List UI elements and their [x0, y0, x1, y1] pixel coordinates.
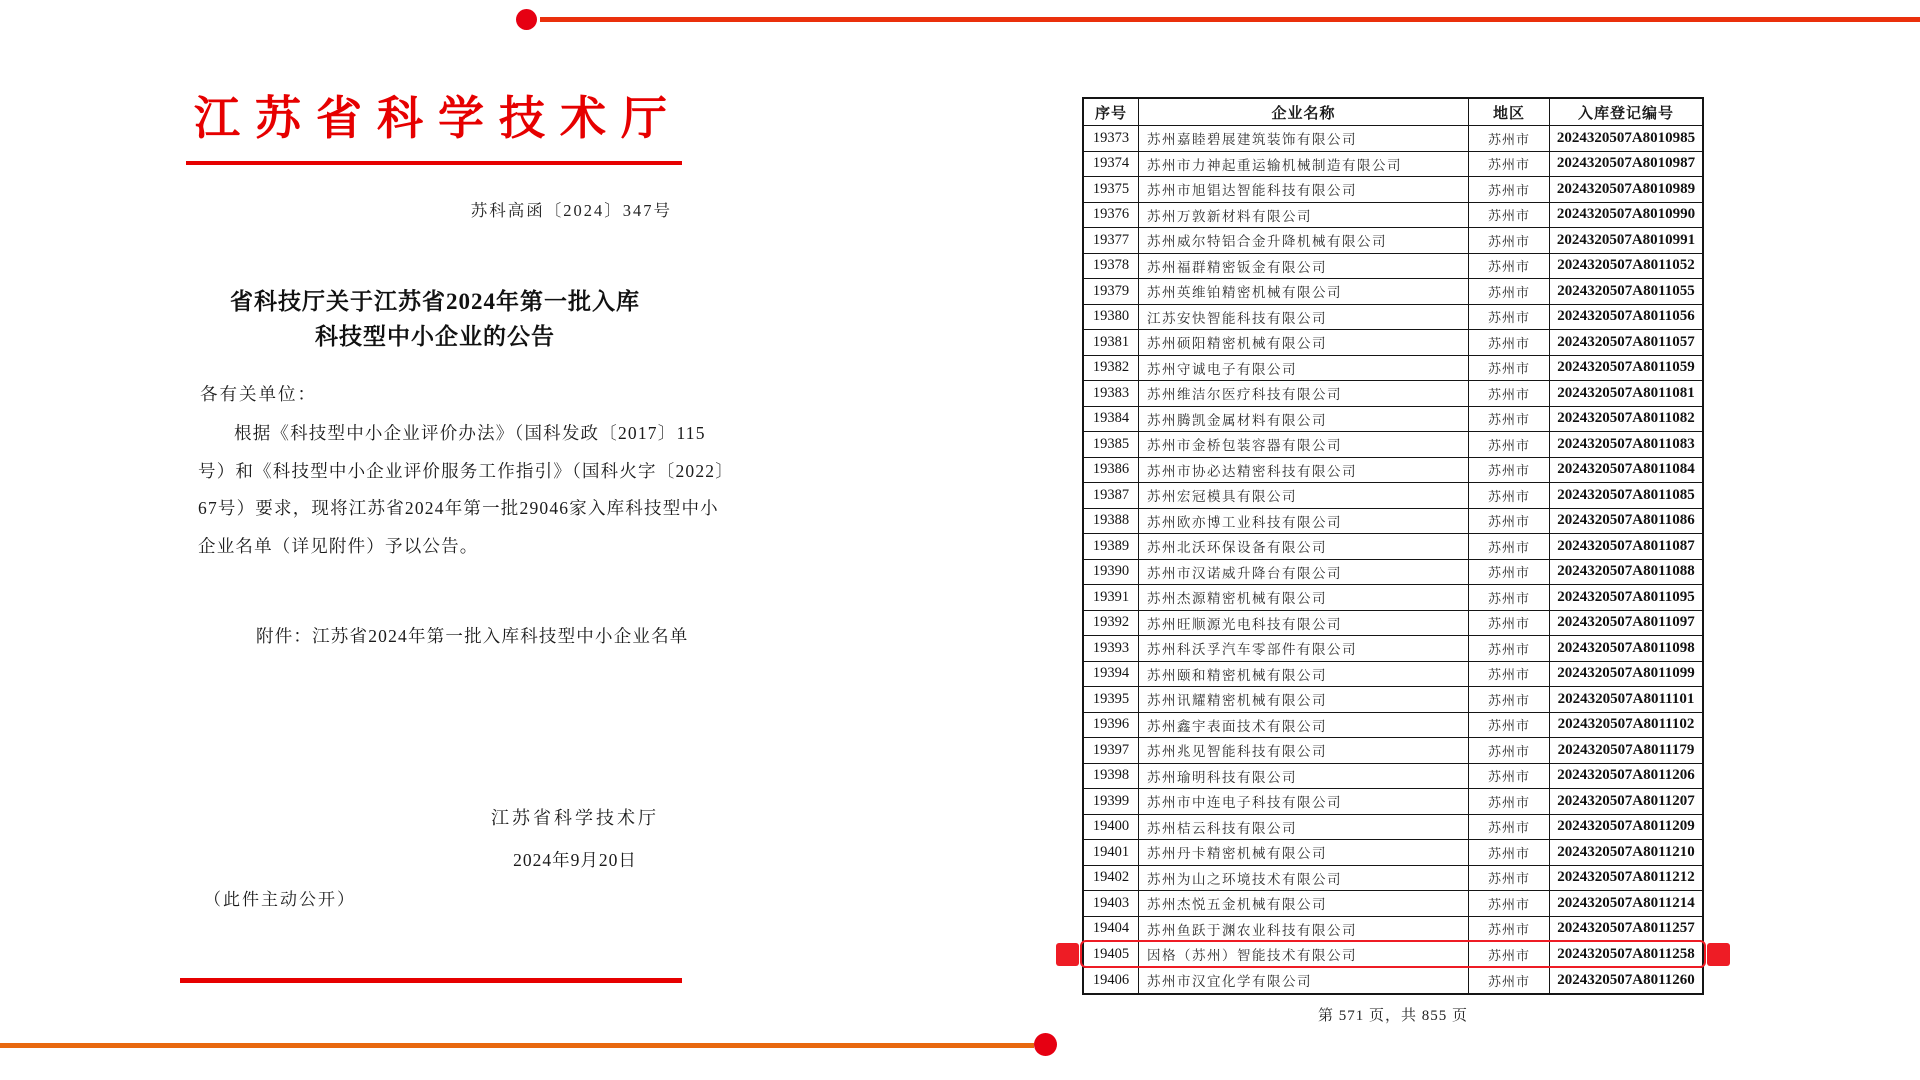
table-row [1084, 891, 1702, 917]
cell-reg-no: 2024320507A8011056 [1557, 308, 1695, 325]
cell-region: 苏州市 [1469, 585, 1550, 610]
cell-reg-no: 2024320507A8010991 [1556, 231, 1696, 248]
cell-reg-no: 2024320507A8010987 [1556, 155, 1696, 172]
highlight-mark-left [1056, 943, 1079, 966]
cell-region: 苏州市 [1469, 254, 1550, 279]
cell-company-name: 苏州市协必达精密科技有限公司 [1139, 458, 1469, 483]
table-row [1084, 968, 1702, 994]
cell-reg-no: 2024320507A8011207 [1557, 792, 1695, 809]
cell-seq: 19402 [1084, 866, 1139, 891]
cell-region: 苏州市 [1469, 407, 1550, 432]
cell-region: 苏州市 [1469, 713, 1550, 738]
salutation: 各有关单位： [200, 384, 317, 404]
cell-seq: 19385 [1084, 432, 1139, 457]
table-row [1084, 152, 1702, 178]
cell-reg-no: 2024320507A8011206 [1557, 767, 1695, 784]
cell-region: 苏州市 [1469, 687, 1550, 712]
cell-seq: 19390 [1084, 560, 1139, 585]
cell-company-name: 苏州市汉诺威升降台有限公司 [1139, 560, 1469, 585]
company-table-rows [1084, 126, 1702, 993]
table-row [1084, 330, 1702, 356]
cell-seq: 19388 [1084, 509, 1139, 534]
cell-seq: 19384 [1084, 407, 1139, 432]
cell-region: 苏州市 [1469, 305, 1550, 330]
cell-reg-no: 2024320507A8011210 [1557, 843, 1695, 860]
cell-region: 苏州市 [1469, 126, 1550, 151]
cell-seq: 19382 [1084, 356, 1139, 381]
cell-region: 苏州市 [1469, 611, 1550, 636]
table-row [1084, 764, 1702, 790]
cell-reg-no: 2024320507A8011052 [1557, 257, 1695, 274]
cell-company-name: 苏州市汉宜化学有限公司 [1139, 968, 1469, 994]
cell-reg-no: 2024320507A8011059 [1557, 359, 1695, 376]
cell-company-name: 苏州硕阳精密机械有限公司 [1139, 330, 1469, 355]
body-line: 号）和《科技型中小企业评价服务工作指引》（国科火字〔2022〕 [198, 460, 734, 481]
table-row [1084, 432, 1702, 458]
cell-seq: 19393 [1084, 636, 1139, 661]
table-row [1084, 254, 1702, 280]
cell-reg-no: 2024320507A8011084 [1557, 461, 1695, 478]
disclosure-note: （此件主动公开） [204, 890, 356, 909]
header-company-name: 企业名称 [1139, 99, 1469, 125]
cell-reg-no: 2024320507A8011087 [1557, 537, 1695, 554]
cell-reg-no: 2024320507A8011214 [1557, 894, 1695, 911]
cell-company-name: 苏州鑫宇表面技术有限公司 [1139, 713, 1469, 738]
cell-region: 苏州市 [1469, 662, 1550, 687]
cell-region: 苏州市 [1469, 177, 1550, 202]
bottom-divider-line [0, 1043, 1034, 1048]
cell-seq: 19387 [1084, 483, 1139, 508]
cell-region: 苏州市 [1469, 866, 1550, 891]
cell-company-name: 苏州颐和精密机械有限公司 [1139, 662, 1469, 687]
header-seq: 序号 [1084, 99, 1139, 125]
cell-region: 苏州市 [1469, 356, 1550, 381]
cell-reg-no: 2024320507A8011257 [1557, 920, 1695, 937]
table-row [1084, 866, 1702, 892]
highlight-mark-right [1707, 943, 1730, 966]
cell-reg-no: 2024320507A8010985 [1556, 129, 1696, 146]
cell-company-name: 江苏安快智能科技有限公司 [1139, 305, 1469, 330]
cell-seq: 19373 [1084, 126, 1139, 151]
cell-company-name: 苏州桔云科技有限公司 [1139, 815, 1469, 840]
cell-reg-no: 2024320507A8011099 [1557, 665, 1695, 682]
cell-company-name: 苏州嘉睦碧展建筑装饰有限公司 [1139, 126, 1469, 151]
cell-seq: 19399 [1084, 789, 1139, 814]
cell-seq: 19383 [1084, 381, 1139, 406]
cell-company-name: 苏州欧亦博工业科技有限公司 [1139, 509, 1469, 534]
cell-company-name: 苏州北沃环保设备有限公司 [1139, 534, 1469, 559]
cell-company-name: 苏州市力神起重运输机械制造有限公司 [1139, 152, 1469, 177]
company-table-header [1084, 99, 1702, 126]
cell-company-name: 苏州兆见智能科技有限公司 [1139, 738, 1469, 763]
table-row [1084, 483, 1702, 509]
header-reg-no: 入库登记编号 [1577, 105, 1674, 122]
cell-region: 苏州市 [1469, 432, 1550, 457]
table-row [1084, 585, 1702, 611]
cell-seq: 19378 [1084, 254, 1139, 279]
cell-reg-no: 2024320507A8011055 [1557, 282, 1695, 299]
table-row [1084, 407, 1702, 433]
letterhead-red-rule [186, 161, 682, 165]
cell-seq: 19381 [1084, 330, 1139, 355]
signature-date: 2024年9月20日 [513, 850, 637, 870]
cell-company-name: 苏州丹卡精密机械有限公司 [1139, 840, 1469, 865]
cell-region: 苏州市 [1469, 279, 1550, 304]
cell-company-name: 苏州福群精密钣金有限公司 [1139, 254, 1469, 279]
body-line: 企业名单（详见附件）予以公告。 [198, 535, 479, 556]
cell-region: 苏州市 [1469, 636, 1550, 661]
table-row [1084, 126, 1702, 152]
cell-reg-no: 2024320507A8011098 [1557, 639, 1695, 656]
table-row [1084, 203, 1702, 229]
cell-region: 苏州市 [1469, 738, 1550, 763]
table-row [1084, 458, 1702, 484]
table-row [1084, 560, 1702, 586]
table-row [1084, 917, 1702, 943]
cell-seq: 19394 [1084, 662, 1139, 687]
cell-region: 苏州市 [1469, 203, 1550, 228]
cell-reg-no: 2024320507A8011088 [1557, 563, 1695, 580]
cell-company-name: 苏州万敦新材料有限公司 [1139, 203, 1469, 228]
cell-region: 苏州市 [1469, 381, 1550, 406]
announcement-title-line2: 科技型中小企业的公告 [315, 324, 555, 349]
cell-company-name: 苏州宏冠模具有限公司 [1139, 483, 1469, 508]
cell-company-name: 苏州市旭锠达智能科技有限公司 [1139, 177, 1469, 202]
cell-seq: 19379 [1084, 279, 1139, 304]
cell-company-name: 苏州科沃孚汽车零部件有限公司 [1139, 636, 1469, 661]
cell-company-name: 苏州英维铂精密机械有限公司 [1139, 279, 1469, 304]
header-region: 地区 [1469, 99, 1550, 125]
cell-region: 苏州市 [1469, 458, 1550, 483]
cell-seq: 19405 [1084, 942, 1139, 967]
table-row [1084, 305, 1702, 331]
cell-seq: 19398 [1084, 764, 1139, 789]
table-row [1084, 177, 1702, 203]
cell-region: 苏州市 [1469, 789, 1550, 814]
table-row [1084, 738, 1702, 764]
cell-seq: 19376 [1084, 203, 1139, 228]
cell-reg-no: 2024320507A8011086 [1557, 512, 1695, 529]
table-row [1084, 381, 1702, 407]
table-row [1084, 356, 1702, 382]
cell-seq: 19375 [1084, 177, 1139, 202]
document-number: 苏科高函〔2024〕347号 [470, 201, 672, 220]
table-row [1084, 815, 1702, 841]
bottom-red-dot [1034, 1033, 1057, 1056]
cell-company-name: 苏州杰源精密机械有限公司 [1139, 585, 1469, 610]
cell-region: 苏州市 [1469, 917, 1550, 942]
cell-reg-no: 2024320507A8011095 [1557, 588, 1695, 605]
table-row [1084, 509, 1702, 535]
cell-seq: 19401 [1084, 840, 1139, 865]
top-red-dot [516, 9, 537, 30]
table-row [1084, 713, 1702, 739]
cell-company-name: 苏州威尔特铝合金升降机械有限公司 [1139, 228, 1469, 253]
table-row [1084, 789, 1702, 815]
cell-company-name: 因格（苏州）智能技术有限公司 [1139, 942, 1469, 967]
cell-reg-no: 2024320507A8011082 [1557, 410, 1695, 427]
cell-reg-no: 2024320507A8011101 [1557, 690, 1695, 707]
signature-agency: 江苏省科学技术厅 [491, 808, 659, 828]
cell-reg-no: 2024320507A8011097 [1557, 614, 1695, 631]
cell-company-name: 苏州守诚电子有限公司 [1139, 356, 1469, 381]
cell-region: 苏州市 [1469, 891, 1550, 916]
cell-region: 苏州市 [1469, 942, 1550, 967]
cell-region: 苏州市 [1469, 534, 1550, 559]
cell-reg-no: 2024320507A8011258 [1557, 945, 1695, 962]
cell-region: 苏州市 [1469, 968, 1550, 994]
announcement-title-line1: 省科技厅关于江苏省2024年第一批入库 [230, 289, 640, 314]
body-line: 67号）要求，现将江苏省2024年第一批29046家入库科技型中小 [198, 498, 719, 518]
table-row [1084, 662, 1702, 688]
cell-region: 苏州市 [1469, 483, 1550, 508]
cell-company-name: 苏州市金桥包装容器有限公司 [1139, 432, 1469, 457]
cell-region: 苏州市 [1469, 152, 1550, 177]
table-row [1084, 636, 1702, 662]
cell-reg-no: 2024320507A8010989 [1556, 180, 1696, 197]
cell-seq: 19400 [1084, 815, 1139, 840]
table-row [1084, 840, 1702, 866]
cell-seq: 19396 [1084, 713, 1139, 738]
cell-reg-no: 2024320507A8011212 [1557, 869, 1695, 886]
cell-region: 苏州市 [1469, 509, 1550, 534]
table-row [1084, 228, 1702, 254]
table-row [1084, 534, 1702, 560]
letterhead-bottom-red-rule [180, 978, 682, 983]
cell-company-name: 苏州杰悦五金机械有限公司 [1139, 891, 1469, 916]
cell-reg-no: 2024320507A8011209 [1557, 818, 1695, 835]
cell-company-name: 苏州市中连电子科技有限公司 [1139, 789, 1469, 814]
cell-company-name: 苏州维洁尔医疗科技有限公司 [1139, 381, 1469, 406]
cell-region: 苏州市 [1469, 764, 1550, 789]
cell-company-name: 苏州旺顺源光电科技有限公司 [1139, 611, 1469, 636]
cell-region: 苏州市 [1469, 330, 1550, 355]
cell-region: 苏州市 [1469, 815, 1550, 840]
cell-seq: 19374 [1084, 152, 1139, 177]
cell-reg-no: 2024320507A8011179 [1557, 741, 1695, 758]
cell-reg-no: 2024320507A8011260 [1557, 971, 1695, 988]
cell-seq: 19404 [1084, 917, 1139, 942]
cell-company-name: 苏州讯耀精密机械有限公司 [1139, 687, 1469, 712]
cell-seq: 19377 [1084, 228, 1139, 253]
cell-reg-no: 2024320507A8011102 [1557, 716, 1695, 733]
body-paragraph [198, 415, 734, 565]
cell-region: 苏州市 [1469, 840, 1550, 865]
table-row-highlighted [1084, 942, 1702, 968]
cell-seq: 19403 [1084, 891, 1139, 916]
company-table [1082, 97, 1704, 995]
cell-seq: 19380 [1084, 305, 1139, 330]
agency-letterhead-title: 江苏省科学技术厅 [194, 93, 682, 144]
cell-reg-no: 2024320507A8011083 [1557, 435, 1695, 452]
cell-company-name: 苏州腾凯金属材料有限公司 [1139, 407, 1469, 432]
table-row [1084, 611, 1702, 637]
body-line: 根据《科技型中小企业评价办法》（国科发政〔2017〕115 [234, 423, 706, 443]
cell-company-name: 苏州鱼跃于渊农业科技有限公司 [1139, 917, 1469, 942]
table-row [1084, 687, 1702, 713]
cell-reg-no: 2024320507A8011085 [1557, 486, 1695, 503]
cell-company-name: 苏州瑜明科技有限公司 [1139, 764, 1469, 789]
cell-seq: 19406 [1084, 968, 1139, 994]
cell-reg-no: 2024320507A8010990 [1556, 206, 1696, 223]
attachment-line: 附件：江苏省2024年第一批入库科技型中小企业名单 [256, 626, 689, 646]
cell-reg-no: 2024320507A8011057 [1557, 333, 1695, 350]
cell-seq: 19389 [1084, 534, 1139, 559]
cell-company-name: 苏州为山之环境技术有限公司 [1139, 866, 1469, 891]
top-divider-line [540, 17, 1920, 22]
page-footer: 第 571 页，共 855 页 [1317, 1008, 1468, 1024]
cell-seq: 19391 [1084, 585, 1139, 610]
cell-region: 苏州市 [1469, 560, 1550, 585]
cell-seq: 19397 [1084, 738, 1139, 763]
table-row [1084, 279, 1702, 305]
cell-seq: 19392 [1084, 611, 1139, 636]
cell-seq: 19395 [1084, 687, 1139, 712]
cell-reg-no: 2024320507A8011081 [1557, 384, 1695, 401]
cell-region: 苏州市 [1469, 228, 1550, 253]
cell-seq: 19386 [1084, 458, 1139, 483]
